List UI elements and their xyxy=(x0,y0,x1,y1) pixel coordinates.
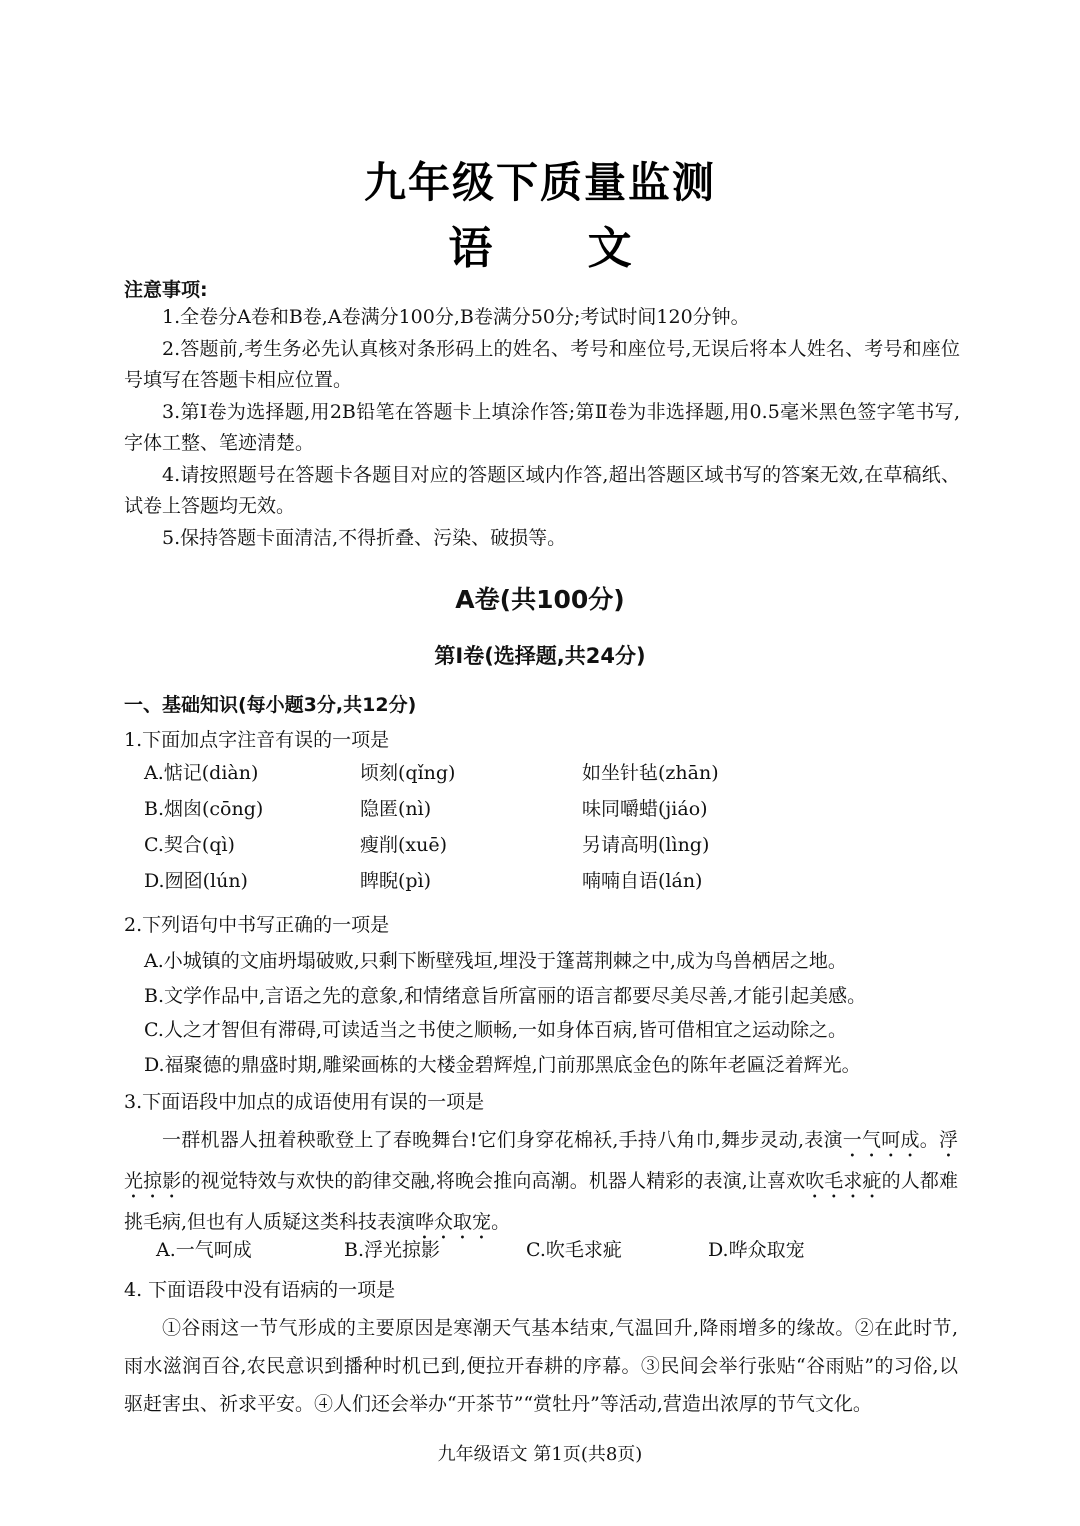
question-2-options xyxy=(144,946,964,1084)
option-cell: 如坐针毡(zhān) xyxy=(582,762,719,784)
section-a-heading: A卷(共100分) xyxy=(455,585,625,614)
option-cell: A.惦记(diàn) xyxy=(144,762,259,784)
option-cell: 睥睨(pì) xyxy=(360,870,432,892)
subject-title: 语 文 xyxy=(448,223,672,274)
notes-list xyxy=(124,302,960,554)
note-item: 4.请按照题号在答题卡各题目对应的答题区域内作答,超出答题区域书写的答案无效,在草稿纸、试卷上答题均无效。 xyxy=(124,463,960,517)
passage-paragraph xyxy=(124,1121,958,1244)
question-4-stem: 4. 下面语段中没有语病的一项是 xyxy=(124,1279,396,1301)
question-3-passage xyxy=(124,1121,958,1244)
question-1-stem: 1.下面加点字注音有误的一项是 xyxy=(124,729,390,751)
option-c: C.人之才智但有滞碍,可读适当之书使之顺畅,一如身体百病,皆可借相宜之运动除之。 xyxy=(144,1019,848,1041)
notes-heading: 注意事项: xyxy=(124,279,208,301)
passage-text: 的视觉特效与欢快的韵律交融,将晚会推向高潮。机器人精彩的表演,让喜欢 xyxy=(181,1170,806,1192)
passage-text: 。 xyxy=(919,1129,939,1151)
note-item: 1.全卷分A卷和B卷,A卷满分100分,B卷满分50分;考试时间120分钟。 xyxy=(162,306,750,328)
option-cell: 味同嚼蜡(jiáo) xyxy=(582,798,708,820)
option-cell: 隐匿(nì) xyxy=(360,798,432,820)
part-1-heading: 一、基础知识(每小题3分,共12分) xyxy=(124,694,417,716)
note-item: 3.第Ⅰ卷为选择题,用2B铅笔在答题卡上填涂作答;第Ⅱ卷为非选择题,用0.5毫米黑色签字笔书写,字体工整、笔迹清楚。 xyxy=(124,400,960,454)
exam-title: 九年级下质量监测 xyxy=(363,158,716,207)
option-cell: 另请高明(lìng) xyxy=(582,834,710,856)
option-cell: D.囫囵(lún) xyxy=(144,870,248,892)
dotted-idiom: 哗众取宠 xyxy=(415,1211,492,1233)
page-footer: 九年级语文 第1页(共8页) xyxy=(437,1444,643,1465)
passage-text: 的人都难挑毛病,但也有人质疑这类科技表演 xyxy=(124,1170,958,1233)
dotted-idiom: 吹毛求疵 xyxy=(805,1170,882,1192)
option-b: B.文学作品中,言语之先的意象,和情绪意旨所富丽的语言都要尽美尽善,才能引起美感。 xyxy=(144,984,867,1007)
question-2-stem: 2.下列语句中书写正确的一项是 xyxy=(124,914,390,936)
volume-1-heading: 第Ⅰ卷(选择题,共24分) xyxy=(434,644,646,668)
option-d: D.哗众取宠 xyxy=(708,1239,805,1261)
passage-text: 。 xyxy=(491,1211,511,1233)
passage-text: 一群机器人扭着秧歌登上了春晚舞台!它们身穿花棉袄,手持八角巾,舞步灵动,表演 xyxy=(162,1129,843,1151)
option-cell: 顷刻(qǐng) xyxy=(360,762,456,784)
option-cell: B.烟囱(cōng) xyxy=(144,798,264,820)
passage-paragraph: ①谷雨这一节气形成的主要原因是寒潮天气基本结束,气温回升,降雨增多的缘故。②在此时节,雨水滋润百谷,农民意识到播种时机已到,便拉开春耕的序幕。③民间会举行张贴“谷雨贴”的习俗,以驱赶害虫、祈求平安。④人们还会举办“开茶节”“赏牡丹”等活动,营造出浓厚的节气文化。 xyxy=(124,1317,958,1415)
option-d: D.福聚德的鼎盛时期,雕梁画栋的大楼金碧辉煌,门前那黑底金色的陈年老匾泛着辉光。 xyxy=(144,1053,861,1076)
option-a: A.小城镇的文庙坍塌破败,只剩下断壁残垣,埋没于篷蒿荆棘之中,成为鸟兽栖居之地。 xyxy=(144,950,847,972)
note-item: 5.保持答题卡面清洁,不得折叠、污染、破损等。 xyxy=(162,526,567,549)
option-cell: 喃喃自语(lán) xyxy=(582,870,703,892)
option-cell: C.契合(qì) xyxy=(144,834,235,856)
question-4-passage xyxy=(124,1309,958,1423)
option-b: B.浮光掠影 xyxy=(344,1239,441,1261)
dotted-idiom: 一气呵成 xyxy=(842,1129,920,1151)
option-a: A.一气呵成 xyxy=(156,1239,252,1261)
option-c: C.吹毛求疵 xyxy=(526,1239,622,1261)
dotted-idiom: 浮光掠影 xyxy=(124,1129,958,1192)
option-cell: 瘦削(xuē) xyxy=(360,834,448,856)
question-3-options xyxy=(156,1235,956,1265)
note-item: 2.答题前,考生务必先认真核对条形码上的姓名、考号和座位号,无误后将本人姓名、考号和座位号填写在答题卡相应位置。 xyxy=(124,337,960,391)
question-3-stem: 3.下面语段中加点的成语使用有误的一项是 xyxy=(124,1091,485,1113)
